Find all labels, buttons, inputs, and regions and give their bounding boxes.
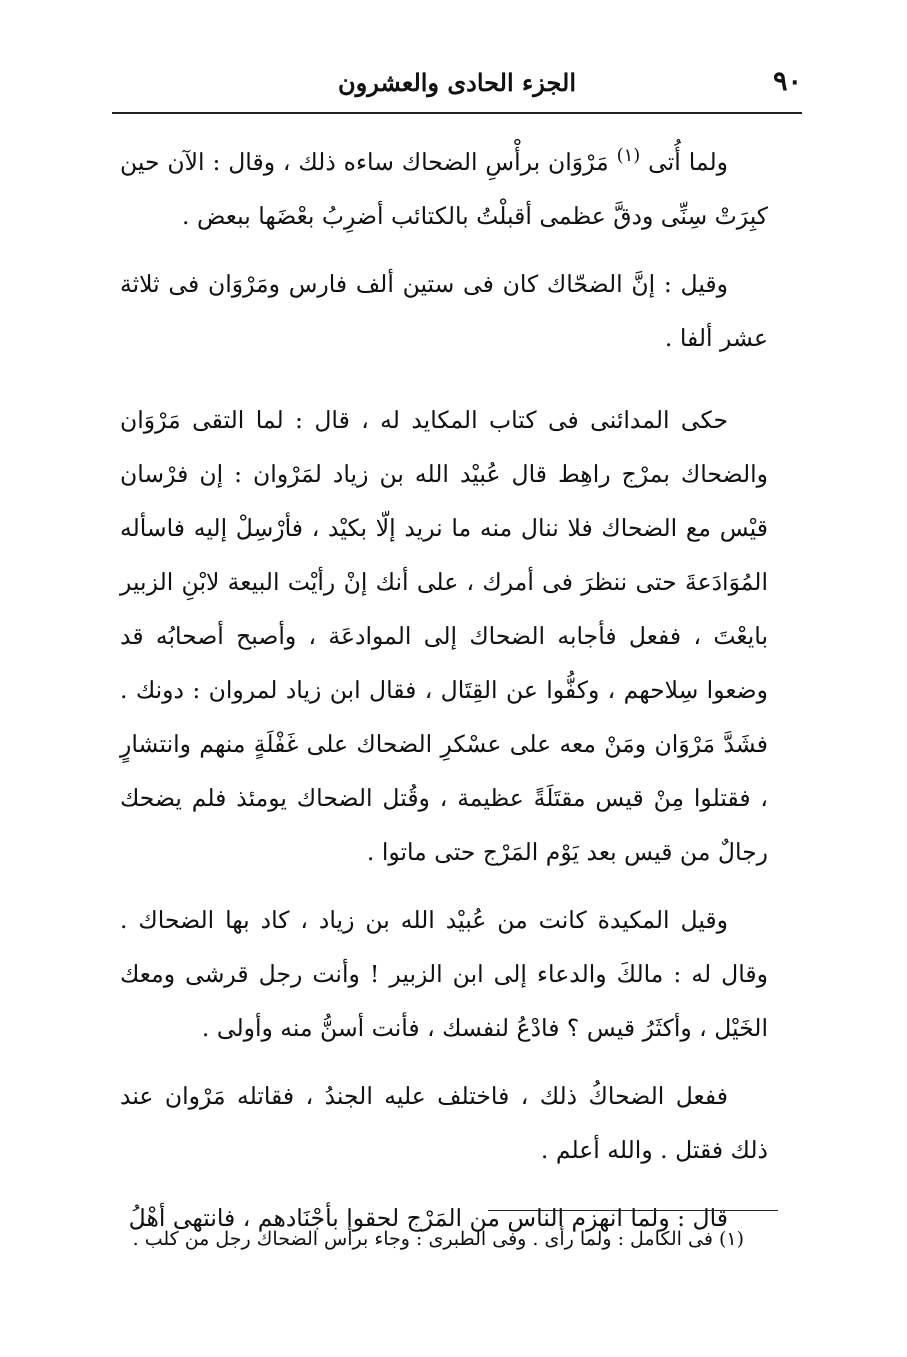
paragraph-4: وقيل المكيدة كانت من عُبيْد الله بن زياد ، كاد بها الضحاك . وقال له : مالكَ والدعاء إلى ابن الزبير ! وأنت رجل قرشى ومعك الخَيْل ، وأكثَرُ قيس ؟ فادْعُ لنفسك ، فأنت أسنُّ منه وأولى .	[120, 906, 768, 1042]
main-text	[120, 135, 768, 1245]
header-rule	[112, 112, 802, 114]
footnote-text: (١) فى الكامل : ولما رأى . وفى الطبرى : وجاء برأس الضحاك رجل من كلب .	[132, 1228, 744, 1250]
paragraph-5: ففعل الضحاكُ ذلك ، فاختلف عليه الجندُ ، فقاتله مَرْوان عند ذلك فقتل . والله أعلم .	[120, 1082, 768, 1164]
paragraph-2: وقيل : إنَّ الضحّاك كان فى ستين ألف فارس ومَرْوَان فى ثلاثة عشر ألفا .	[120, 270, 768, 352]
footnote-rule	[488, 1210, 778, 1211]
paragraph-1	[120, 135, 768, 243]
page-header	[112, 62, 802, 102]
footnote-marker: (١)	[616, 145, 641, 167]
running-title: الجزء الحادى والعشرون	[338, 68, 576, 97]
paragraph-1-rest: مَرْوَان برأْسِ الضحاك ساءه ذلك ، وقال : الآن حين كبِرَتْ سِنِّى ودقَّ عظمى أقبلْتُ بالكتائب أضرِبُ بعْضَها ببعض .	[120, 148, 768, 230]
paragraph-6: قال : ولما انهزم الناس من المَرْج لحقوا بأجْنَادهم ، فانتهى أهْلُ	[128, 1204, 728, 1232]
paragraph-3: حكى المدائنى فى كتاب المكايد له ، قال : لما التقى مَرْوَان والضحاك بمرْج راهِط قال عُبيْد الله بن زياد لمَرْوان : إن فرْسان قيْس مع الضحاك فلا ننال منه ما نريد إلّا بكيْد ، فأرْسِلْ إليه فاسأله المُوَادَعةَ حتى ننظرَ فى أمرك ، على أنك إنْ رأيْت البيعة لابْنِ الزبير بايعْتَ ، ففعل فأجابه الضحاك إلى الموادعَة ، وأصبح أصحابُه قد وضعوا سِلاحهم ، وكفُّوا عن القِتَال ، فقال ابن زياد لمروان : دونك . فشَدَّ مَرْوَان ومَنْ معه على عسْكرِ الضحاك على غَفْلَةٍ منهم وانتشارٍ ، فقتلوا مِنْ قيس مقتَلَةً عظيمة ، وقُتل الضحاك يومئذ فلم يضحك رجالٌ من قيس بعد يَوْم المَرْج حتى ماتوا .	[120, 406, 768, 866]
footnote	[120, 1220, 768, 1258]
page-number: ٩٠	[772, 66, 802, 97]
paragraph-1-start: ولما أُتى	[648, 148, 728, 176]
